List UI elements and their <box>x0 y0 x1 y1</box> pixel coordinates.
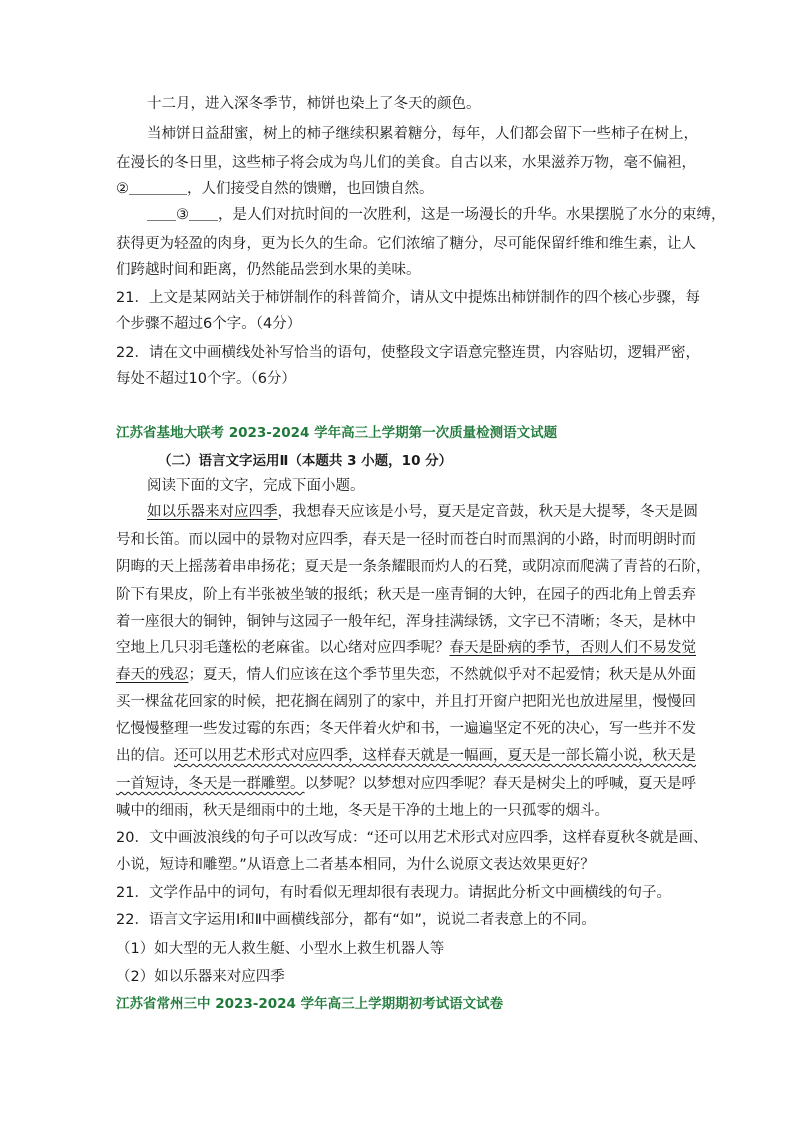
question-subitem: （2）如以乐器来对应四季 <box>116 969 285 985</box>
passage1-line: 十二月，进入深冬季节，柿饼也染上了冬天的颜色。 <box>147 96 481 112</box>
underlined-sentence: 春天的残忍 <box>116 667 189 683</box>
question-line: 20．文中画波浪线的句子可以改写成：“还可以用艺术形式对应四季，这样春夏秋冬就是画、 <box>116 830 708 846</box>
passage2-line: 喊中的细雨，秋天是细雨中的土地，冬天是干净的土地上的一只孤零的烟斗。 <box>116 803 609 819</box>
question-line: 22．请在文中画横线处补写恰当的语句，使整段文字语意完整连贯，内容贴切，逻辑严密， <box>116 345 700 361</box>
fill-blank: ＿＿③＿＿ <box>147 207 218 223</box>
underlined-sentence: 春天是卧病的季节，否则人们不易发觉 <box>449 640 696 656</box>
passage2-line: 忆慢慢整理一些发过霉的东西；冬天伴着火炉和书，一遍遍坚定不死的决心，写一些并不发 <box>116 721 696 737</box>
question-line: 21．文学作品中的词句，有时看似无理却很有表现力。请据此分析文中画横线的句子。 <box>116 885 671 901</box>
passage2-line: 一首短诗，冬天是一群雕塑。以梦呢？以梦想对应四季呢？春天是树尖上的呼喊，夏天是呼 <box>116 776 696 792</box>
passage2-line: 买一棵盆花回家的时候，把花搁在阔别了的家中，并且打开窗户把阳光也放进屋里，慢慢回 <box>116 694 696 710</box>
passage1-line: 们跨越时间和距离，仍然能品尝到水果的美味。 <box>116 262 421 278</box>
wavy-underlined-sentence: 还可以用艺术形式对应四季，这样春天就是一幅画，夏天是一部长篇小说，秋天是 <box>174 748 696 764</box>
blank-marker: ② <box>116 181 129 197</box>
question-line: 22．语言文字运用Ⅰ和Ⅱ中画横线部分，都有“如”，说说二者表意上的不同。 <box>116 912 596 928</box>
passage1-line: ②＿＿＿＿，人们接受自然的馈赠，也回馈自然。 <box>116 181 434 197</box>
underlined-phrase: 如以乐器来对应四季 <box>147 504 278 520</box>
fill-blank: ＿＿＿＿ <box>129 181 187 197</box>
section-heading: 江苏省基地大联考 2023-2024 学年高三上学期第一次质量检测语文试题 <box>116 425 558 441</box>
question-line: 个步骤不超过6个字。（4分） <box>116 316 302 332</box>
question-subitem: （1）如大型的无人救生艇、小型水上救生机器人等 <box>116 941 445 957</box>
passage1-line: 当柿饼日益甜蜜，树上的柿子继续积累着糖分，每年，人们都会留下一些柿子在树上， <box>147 126 698 142</box>
wavy-underlined-sentence: 一首短诗，冬天是一群雕塑。 <box>116 776 305 792</box>
passage1-line: 获得更为轻盈的肉身，更为长久的生命。它们浓缩了糖分，尽可能保留纤维和维生素，让人 <box>116 236 696 252</box>
passage2-line: 号和长笛。而以园中的景物对应四季，春天是一径时而苍白时而黑润的小路，时而明朗时而 <box>116 532 696 548</box>
passage2-line: 空地上几只羽毛蓬松的老麻雀。以心绪对应四季呢？春天是卧病的季节，否则人们不易发觉 <box>116 640 696 656</box>
passage2-line: 春天的残忍；夏天，情人们应该在这个季节里失恋，不然就似乎对不起爱情；秋天是从外面 <box>116 667 696 683</box>
section-subheading: （二）语言文字运用Ⅱ（本题共 3 小题，10 分） <box>158 453 453 469</box>
passage2-line: 出的信。还可以用艺术形式对应四季，这样春天就是一幅画，夏天是一部长篇小说，秋天是 <box>116 748 696 764</box>
question-line: 每处不超过10个字。（6分） <box>116 371 296 387</box>
passage2-line: 如以乐器来对应四季，我想春天应该是小号，夏天是定音鼓，秋天是大提琴，冬天是圆 <box>147 504 698 520</box>
passage2-line: 阶下有果皮，阶上有半张被坐皱的报纸；秋天是一座青铜的大钟，在园子的西北角上曾丢弃 <box>116 587 696 603</box>
passage2-line: 着一座很大的铜钟，铜钟与这园子一般年纪，浑身挂满绿锈，文字已不清晰；冬天，是林中 <box>116 614 696 630</box>
passage1-line: ＿＿③＿＿，是人们对抗时间的一次胜利，这是一场漫长的升华。水果摆脱了水分的束缚， <box>147 207 726 223</box>
passage1-line: 在漫长的冬日里，这些柿子将会成为鸟儿们的美食。自古以来，水果滋养万物，毫不偏袒， <box>116 155 696 171</box>
question-line: 小说，短诗和雕塑。”从语意上二者基本相同，为什么说原文表达效果更好？ <box>116 857 595 873</box>
question-line: 21．上文是某网站关于柿饼制作的科普简介，请从文中提炼出柿饼制作的四个核心步骤，每 <box>116 290 700 306</box>
next-section-heading: 江苏省常州三中 2023-2024 学年高三上学期期初考试语文试卷 <box>116 996 504 1012</box>
passage2-line: 阴晦的天上摇荡着串串扬花；夏天是一条条耀眼而灼人的石凳，或阴凉而爬满了青苔的石阶， <box>116 559 711 575</box>
instruction: 阅读下面的文字，完成下面小题。 <box>147 478 365 494</box>
